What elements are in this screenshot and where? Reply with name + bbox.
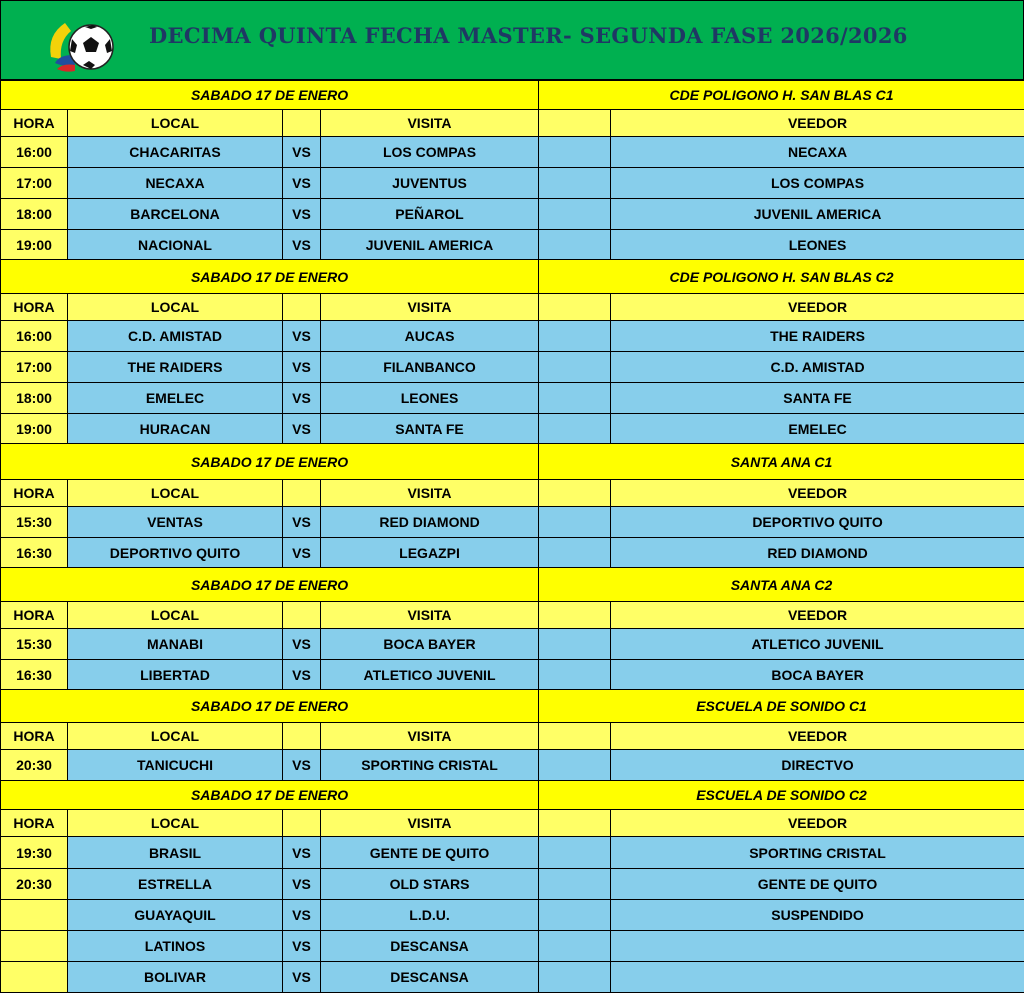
match-vs: VS [283,837,321,869]
col-local-header: LOCAL [68,810,283,837]
match-blank [539,962,611,993]
col-blank-header [539,810,611,837]
col-visita-header: VISITA [321,294,539,321]
match-blank [539,660,611,690]
match-visiting-team: FILANBANCO [321,352,539,383]
soccer-ball-logo-icon [45,15,115,75]
match-visiting-team: SANTA FE [321,414,539,444]
column-header-row [1,294,1024,321]
section-venue: CDE POLIGONO H. SAN BLAS C2 [539,260,1024,294]
match-blank [539,750,611,781]
match-row [1,414,1024,444]
match-vs: VS [283,507,321,538]
match-vs: VS [283,199,321,230]
col-local-header: LOCAL [68,110,283,137]
match-time: 15:30 [1,629,68,660]
match-local-team: HURACAN [68,414,283,444]
section-venue: CDE POLIGONO H. SAN BLAS C1 [539,81,1024,110]
schedule-table [0,80,1024,993]
match-time: 15:30 [1,507,68,538]
col-vs-header [283,810,321,837]
match-vs: VS [283,321,321,352]
section-venue: SANTA ANA C1 [539,444,1024,480]
col-veedor-header: VEEDOR [611,294,1024,321]
match-time: 19:00 [1,414,68,444]
col-hora-header: HORA [1,602,68,629]
column-header-row [1,110,1024,137]
match-blank [539,900,611,931]
col-veedor-header: VEEDOR [611,110,1024,137]
match-vs: VS [283,383,321,414]
match-local-team: BRASIL [68,837,283,869]
match-visiting-team: OLD STARS [321,869,539,900]
match-vs: VS [283,414,321,444]
col-hora-header: HORA [1,480,68,507]
match-time [1,900,68,931]
match-veedor: SANTA FE [611,383,1024,414]
section-date: SABADO 17 DE ENERO [1,81,539,110]
col-local-header: LOCAL [68,602,283,629]
match-blank [539,414,611,444]
match-blank [539,507,611,538]
match-veedor: BOCA BAYER [611,660,1024,690]
match-row [1,321,1024,352]
match-local-team: LATINOS [68,931,283,962]
match-local-team: C.D. AMISTAD [68,321,283,352]
match-local-team: EMELEC [68,383,283,414]
col-vs-header [283,294,321,321]
match-blank [539,837,611,869]
column-header-row [1,723,1024,750]
match-visiting-team: DESCANSA [321,962,539,993]
match-visiting-team: JUVENIL AMERICA [321,230,539,260]
match-row [1,199,1024,230]
match-visiting-team: LEGAZPI [321,538,539,568]
match-time: 16:00 [1,321,68,352]
col-blank-header [539,294,611,321]
match-blank [539,629,611,660]
match-blank [539,931,611,962]
match-veedor: DEPORTIVO QUITO [611,507,1024,538]
col-vs-header [283,480,321,507]
match-vs: VS [283,931,321,962]
match-veedor: C.D. AMISTAD [611,352,1024,383]
section-header [1,568,1024,602]
match-vs: VS [283,962,321,993]
column-header-row [1,602,1024,629]
col-local-header: LOCAL [68,294,283,321]
title-banner [0,0,1024,80]
match-blank [539,383,611,414]
page-title: DECIMA QUINTA FECHA MASTER- SEGUNDA FASE 2026/2026 [149,23,908,48]
match-vs: VS [283,230,321,260]
match-blank [539,230,611,260]
section-date: SABADO 17 DE ENERO [1,444,539,480]
match-vs: VS [283,137,321,168]
match-row [1,837,1024,869]
match-row [1,230,1024,260]
match-vs: VS [283,660,321,690]
col-hora-header: HORA [1,723,68,750]
match-blank [539,538,611,568]
match-vs: VS [283,538,321,568]
match-blank [539,321,611,352]
match-local-team: MANABI [68,629,283,660]
match-visiting-team: PEÑAROL [321,199,539,230]
match-local-team: LIBERTAD [68,660,283,690]
section-header [1,260,1024,294]
match-time: 19:30 [1,837,68,869]
match-blank [539,137,611,168]
match-local-team: DEPORTIVO QUITO [68,538,283,568]
match-visiting-team: LEONES [321,383,539,414]
match-blank [539,168,611,199]
col-hora-header: HORA [1,294,68,321]
section-date: SABADO 17 DE ENERO [1,568,539,602]
match-visiting-team: ATLETICO JUVENIL [321,660,539,690]
match-local-team: NECAXA [68,168,283,199]
match-time [1,931,68,962]
match-veedor: RED DIAMOND [611,538,1024,568]
match-local-team: TANICUCHI [68,750,283,781]
match-local-team: GUAYAQUIL [68,900,283,931]
col-vs-header [283,110,321,137]
match-local-team: BOLIVAR [68,962,283,993]
match-blank [539,352,611,383]
match-row [1,900,1024,931]
match-time: 20:30 [1,750,68,781]
match-time: 18:00 [1,199,68,230]
match-row [1,931,1024,962]
column-header-row [1,480,1024,507]
section-header [1,81,1024,110]
col-veedor-header: VEEDOR [611,602,1024,629]
match-time: 20:30 [1,869,68,900]
match-visiting-team: DESCANSA [321,931,539,962]
col-local-header: LOCAL [68,723,283,750]
column-header-row [1,810,1024,837]
match-veedor [611,962,1024,993]
col-blank-header [539,602,611,629]
match-blank [539,869,611,900]
match-vs: VS [283,352,321,383]
col-local-header: LOCAL [68,480,283,507]
match-vs: VS [283,168,321,199]
match-veedor [611,931,1024,962]
match-veedor: SPORTING CRISTAL [611,837,1024,869]
match-time: 17:00 [1,352,68,383]
section-header [1,690,1024,723]
match-row [1,538,1024,568]
section-header [1,781,1024,810]
match-local-team: THE RAIDERS [68,352,283,383]
col-vs-header [283,602,321,629]
col-blank-header [539,723,611,750]
match-visiting-team: RED DIAMOND [321,507,539,538]
match-time: 16:00 [1,137,68,168]
match-veedor: NECAXA [611,137,1024,168]
col-hora-header: HORA [1,110,68,137]
match-row [1,750,1024,781]
match-visiting-team: LOS COMPAS [321,137,539,168]
match-veedor: THE RAIDERS [611,321,1024,352]
match-row [1,629,1024,660]
col-blank-header [539,480,611,507]
match-veedor: ATLETICO JUVENIL [611,629,1024,660]
match-veedor: LEONES [611,230,1024,260]
match-vs: VS [283,629,321,660]
match-local-team: CHACARITAS [68,137,283,168]
match-local-team: NACIONAL [68,230,283,260]
match-visiting-team: JUVENTUS [321,168,539,199]
col-vs-header [283,723,321,750]
col-veedor-header: VEEDOR [611,810,1024,837]
section-venue: ESCUELA DE SONIDO C1 [539,690,1024,723]
match-time: 16:30 [1,660,68,690]
match-veedor: JUVENIL AMERICA [611,199,1024,230]
match-visiting-team: BOCA BAYER [321,629,539,660]
match-time: 18:00 [1,383,68,414]
match-vs: VS [283,900,321,931]
match-veedor: EMELEC [611,414,1024,444]
match-vs: VS [283,750,321,781]
match-veedor: LOS COMPAS [611,168,1024,199]
match-time [1,962,68,993]
match-visiting-team: AUCAS [321,321,539,352]
match-time: 16:30 [1,538,68,568]
match-row [1,168,1024,199]
match-veedor: DIRECTVO [611,750,1024,781]
match-visiting-team: L.D.U. [321,900,539,931]
match-row [1,962,1024,993]
match-blank [539,199,611,230]
section-header [1,444,1024,480]
match-local-team: VENTAS [68,507,283,538]
col-visita-header: VISITA [321,723,539,750]
match-veedor: GENTE DE QUITO [611,869,1024,900]
match-time: 19:00 [1,230,68,260]
col-blank-header [539,110,611,137]
col-visita-header: VISITA [321,602,539,629]
section-date: SABADO 17 DE ENERO [1,690,539,723]
section-venue: ESCUELA DE SONIDO C2 [539,781,1024,810]
match-row [1,383,1024,414]
col-visita-header: VISITA [321,810,539,837]
section-venue: SANTA ANA C2 [539,568,1024,602]
match-local-team: BARCELONA [68,199,283,230]
section-date: SABADO 17 DE ENERO [1,781,539,810]
col-veedor-header: VEEDOR [611,480,1024,507]
col-visita-header: VISITA [321,110,539,137]
match-time: 17:00 [1,168,68,199]
match-veedor: SUSPENDIDO [611,900,1024,931]
match-visiting-team: GENTE DE QUITO [321,837,539,869]
match-visiting-team: SPORTING CRISTAL [321,750,539,781]
match-row [1,137,1024,168]
col-visita-header: VISITA [321,480,539,507]
section-date: SABADO 17 DE ENERO [1,260,539,294]
match-vs: VS [283,869,321,900]
match-row [1,660,1024,690]
match-row [1,869,1024,900]
col-hora-header: HORA [1,810,68,837]
match-local-team: ESTRELLA [68,869,283,900]
col-veedor-header: VEEDOR [611,723,1024,750]
match-row [1,352,1024,383]
match-row [1,507,1024,538]
